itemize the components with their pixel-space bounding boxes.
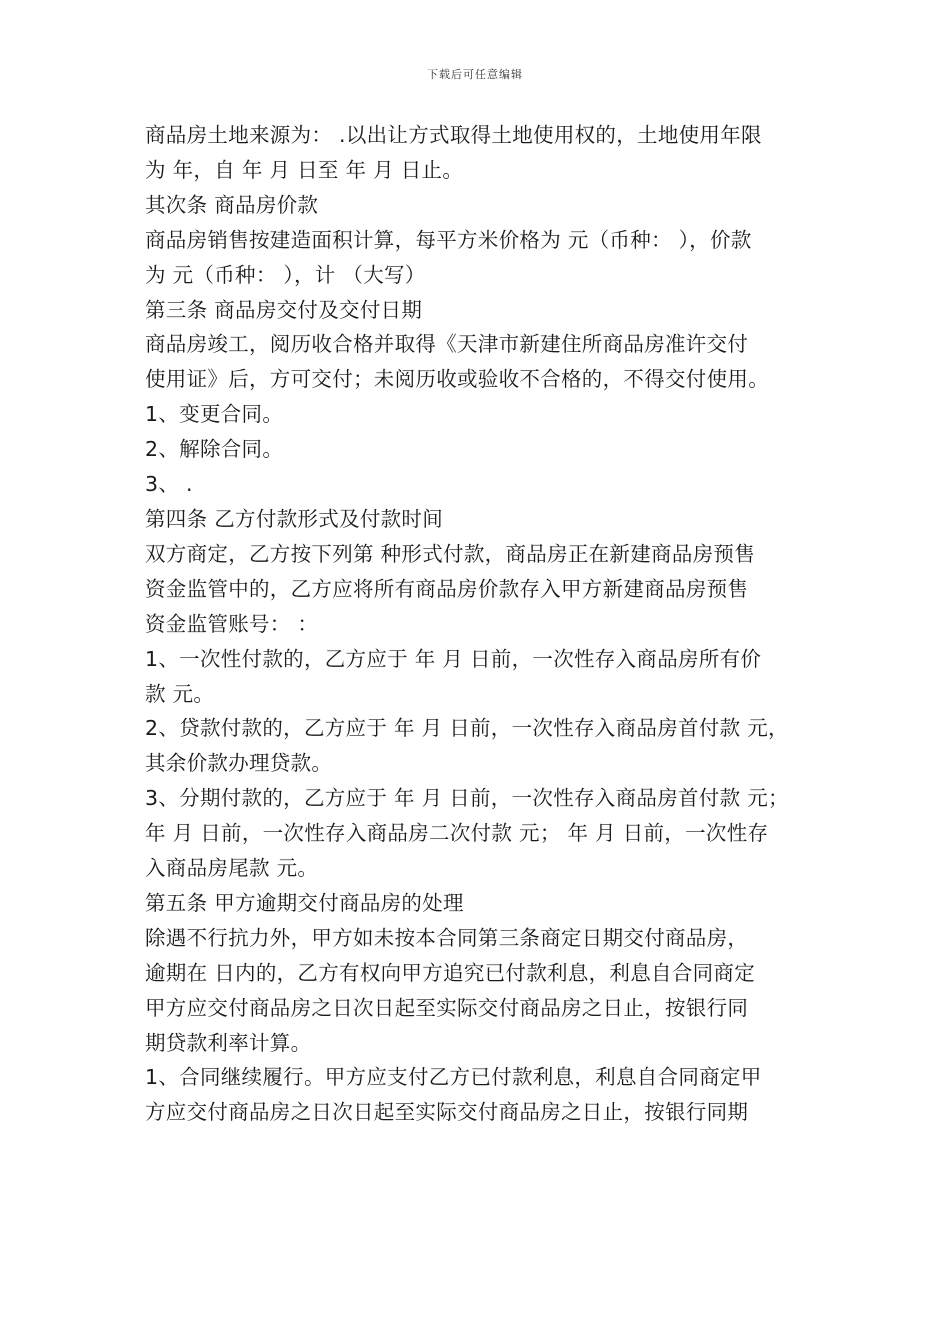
text-line: 资金监管中的，乙方应将所有商品房价款存入甲方新建商品房预售	[145, 576, 749, 601]
text-line: 资金监管账号： ：	[145, 611, 319, 636]
list-item: 1、合同继续履行。甲方应支付乙方已付款利息，利息自合同商定甲	[145, 1065, 762, 1090]
section-heading: 其次条 商品房价款	[145, 192, 319, 217]
list-item: 3、分期付款的，乙方应于 年 月 日前，一次性存入商品房首付款 元；	[145, 786, 789, 811]
text-line: 使用证》后，方可交付；未阅历收或验收不合格的，不得交付使用。	[145, 367, 769, 392]
text-line: 年 月 日前，一次性存入商品房二次付款 元； 年 月 日前，一次性存	[145, 821, 769, 846]
page-header: 下载后可任意编辑	[427, 68, 523, 81]
list-item: 3、 .	[145, 472, 193, 497]
text-line: 方应交付商品房之日次日起至实际交付商品房之日止，按银行同期	[145, 1100, 749, 1125]
text-line: 商品房土地来源为： .以出让方式取得土地使用权的，土地使用年限	[145, 123, 762, 147]
text-line: 双方商定，乙方按下列第 种形式付款，商品房正在新建商品房预售	[145, 541, 756, 566]
list-item: 1、一次性付款的，乙方应于 年 月 日前，一次性存入商品房所有价	[145, 646, 762, 671]
text-line: 为 元（币种： ），计 （大写）	[145, 262, 426, 287]
text-line: 甲方应交付商品房之日次日起至实际交付商品房之日止，按银行同	[145, 995, 749, 1020]
section-heading: 第五条 甲方逾期交付商品房的处理	[145, 890, 464, 915]
text-line: 逾期在 日内的，乙方有权向甲方追究已付款利息，利息自合同商定	[145, 960, 756, 985]
section-heading: 第三条 商品房交付及交付日期	[145, 297, 423, 322]
text-line: 其余价款办理贷款。	[145, 751, 333, 776]
text-line: 商品房销售按建造面积计算，每平方米价格为 元（币种： ），价款	[145, 227, 752, 252]
text-line: 期贷款利率计算。	[145, 1030, 312, 1055]
list-item: 2、解除合同。	[145, 437, 284, 462]
text-line: 商品房竣工，阅历收合格并取得《天津市新建住所商品房准许交付	[145, 332, 749, 357]
text-line: 款 元。	[145, 681, 215, 706]
section-heading: 第四条 乙方付款形式及付款时间	[145, 506, 444, 531]
list-item: 2、贷款付款的，乙方应于 年 月 日前，一次性存入商品房首付款 元，	[145, 716, 789, 741]
document-body	[145, 118, 817, 1130]
text-line: 为 年，自 年 月 日至 年 月 日止。	[145, 157, 464, 182]
list-item: 1、变更合同。	[145, 402, 284, 427]
text-line: 入商品房尾款 元。	[145, 856, 319, 881]
text-line: 除遇不行抗力外，甲方如未按本合同第三条商定日期交付商品房，	[145, 925, 749, 950]
